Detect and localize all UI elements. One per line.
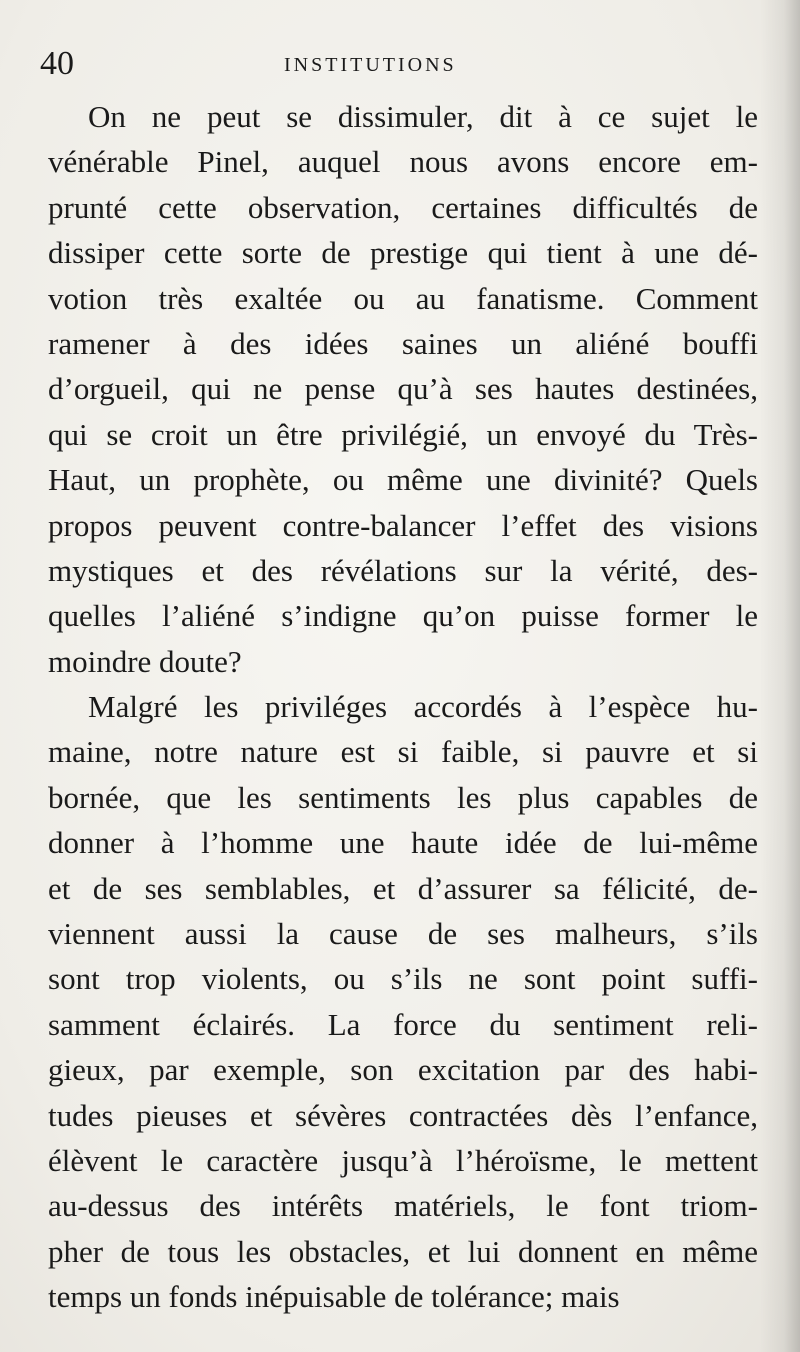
text-line: mystiques et des révélations sur la vérité, des- <box>48 552 758 588</box>
text-line: qui se croit un être privilégié, un envoyé du Très- <box>48 416 758 452</box>
text-line: élèvent le caractère jusqu’à l’héroïsme, le mettent <box>48 1142 758 1178</box>
text-line: pher de tous les obstacles, et lui donnent en même <box>48 1233 758 1269</box>
paragraph-1 <box>48 94 758 684</box>
text-line: Haut, un prophète, ou même une divinité? Quels <box>48 462 758 498</box>
text-line: tudes pieuses et sévères contractées dès l’enfance, <box>48 1097 758 1133</box>
text-line: donner à l’homme une haute idée de lui-même <box>48 825 758 861</box>
page-number: 40 <box>40 45 74 82</box>
text-line: dissiper cette sorte de prestige qui tient à une dé- <box>48 235 758 271</box>
text-line: d’orgueil, qui ne pense qu’à ses hautes destinées, <box>48 371 758 407</box>
text-line: prunté cette observation, certaines difficultés de <box>48 189 758 225</box>
text-line: temps un fonds inépuisable de tolérance; mais <box>48 1279 620 1315</box>
text-line: sont trop violents, ou s’ils ne sont point suffi- <box>48 961 758 997</box>
text-line: bornée, que les sentiments les plus capables de <box>48 779 758 815</box>
text-line: quelles l’aliéné s’indigne qu’on puisse former le <box>48 598 758 634</box>
text-line: propos peuvent contre-balancer l’effet des visions <box>48 507 758 543</box>
body-text <box>48 94 758 1320</box>
text-line: viennent aussi la cause de ses malheurs, s’ils <box>48 916 758 952</box>
text-line: ramener à des idées saines un aliéné bouffi <box>48 325 758 361</box>
text-line: Malgré les priviléges accordés à l’espèce hu- <box>88 689 758 725</box>
text-line: vénérable Pinel, auquel nous avons encore em- <box>48 144 758 180</box>
text-line: au-dessus des intérêts matériels, le font triom- <box>48 1188 758 1224</box>
paragraph-2 <box>48 684 758 1319</box>
spine-shadow <box>760 0 800 1352</box>
page-header <box>40 44 760 84</box>
text-line: moindre doute? <box>48 643 242 679</box>
running-head: INSTITUTIONS <box>284 54 457 76</box>
text-line: gieux, par exemple, son excitation par des habi- <box>48 1052 758 1088</box>
text-line: votion très exaltée ou au fanatisme. Comment <box>48 280 758 316</box>
text-line: On ne peut se dissimuler, dit à ce sujet le <box>88 99 758 134</box>
text-line: samment éclairés. La force du sentiment reli- <box>48 1006 758 1042</box>
text-line: maine, notre nature est si faible, si pauvre et si <box>48 734 758 770</box>
text-line: et de ses semblables, et d’assurer sa félicité, de- <box>48 870 758 906</box>
